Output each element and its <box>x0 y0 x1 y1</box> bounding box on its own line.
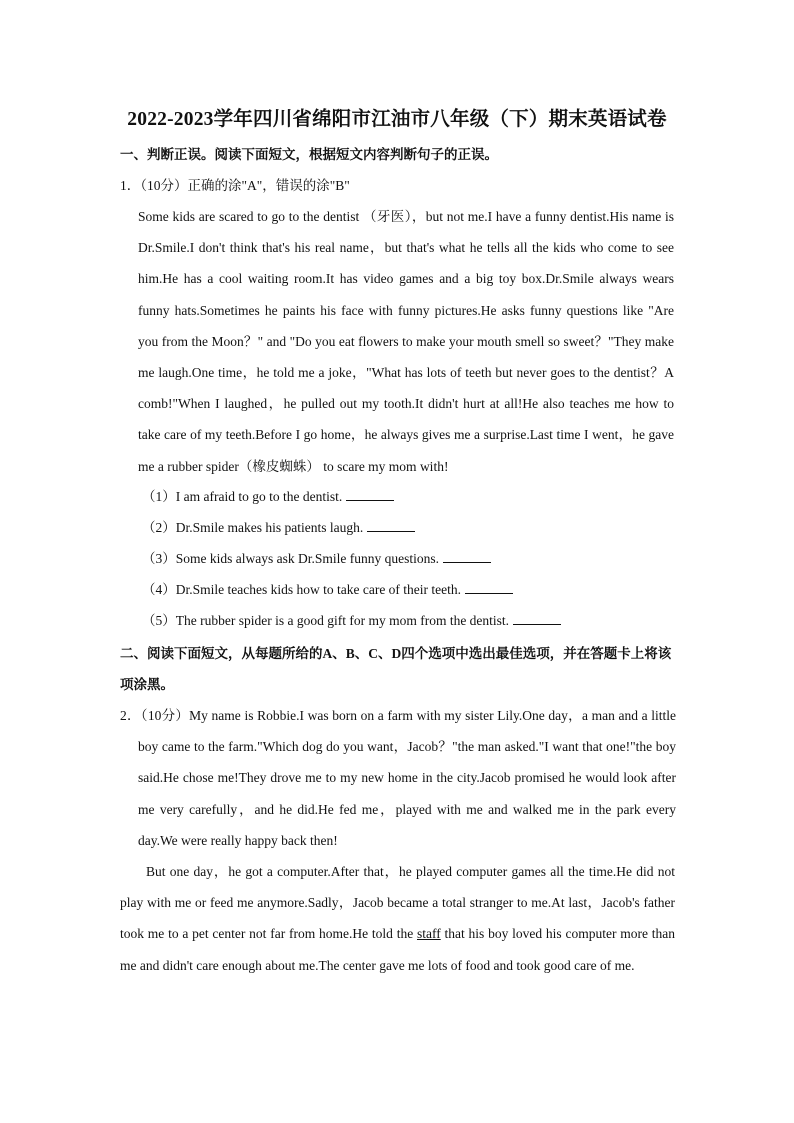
answer-blank[interactable] <box>513 612 561 625</box>
question1-passage: Some kids are scared to go to the dentist （牙医），but not me.I have a funny dentist.His name is Dr.Smile.I don't think that's his real name，but that's what he tells all the kids who come to see him.He has a cool waiting room.It has video games and a big toy box.Dr.Smile always wears funny hats.Sometimes he paints his face with funny pictures.He asks funny questions like "Are you from the Moon？" and "Do you eat flowers to make your mouth smell so sweet？"They make me laugh.One time，he told me a joke，"What has lots of teeth but never goes to the dentist？A comb!"When I laughed，he pulled out my tooth.It didn't hurt at all!He also teaches me how to take care of my teeth.Before I go home，he always gives me a surprise.Last time I went，he gave me a rubber spider（橡皮蜘蛛） to scare my mom with! <box>138 209 674 474</box>
section1-heading: 一、判断正误。阅读下面短文，根据短文内容判断句子的正误。 <box>120 147 498 162</box>
statement-4 <box>142 580 513 600</box>
answer-blank[interactable] <box>443 550 491 563</box>
statement-2 <box>142 518 415 538</box>
section2-heading: 二、阅读下面短文，从每题所给的A、B、C、D四个选项中选出最佳选项，并在答题卡上将该项涂黑。 <box>120 646 672 692</box>
answer-blank[interactable] <box>465 581 513 594</box>
statement-text: （2）Dr.Smile makes his patients laugh. <box>142 520 364 535</box>
answer-blank[interactable] <box>367 519 415 532</box>
question2-header: 2．（10分） <box>120 708 190 723</box>
question1-header: 1．（10分）正确的涂"A"，错误的涂"B" <box>120 178 350 193</box>
statement-3 <box>142 549 491 569</box>
statement-text: （4）Dr.Smile teaches kids how to take care of their teeth. <box>142 582 462 597</box>
statement-text: （5）The rubber spider is a good gift for my mom from the dentist. <box>142 613 510 628</box>
underlined-word: staff <box>416 926 441 942</box>
statement-1 <box>142 487 394 507</box>
statement-5 <box>142 611 561 631</box>
statement-text: （1）I am afraid to go to the dentist. <box>142 489 343 504</box>
question2-passage-intro: My name is Robbie.I was born on a farm with my sister Lily.One day，a man and a little boy came to the farm."Which dog do you want，Jacob？"the man asked."I want that one!"the boy said.He chose me!They drove me to my new home in the city.Jacob promised he would look after me very carefully，and he did.He fed me，played with me and walked me in the park every day.We were really happy back then! <box>138 708 677 848</box>
statement-text: （3）Some kids always ask Dr.Smile funny questions. <box>142 551 439 566</box>
answer-blank[interactable] <box>346 488 394 501</box>
question2-block <box>120 700 676 856</box>
page-title: 2022-2023学年四川省绵阳市江油市八年级（下）期末英语试卷 <box>127 109 667 130</box>
question2-passage-2 <box>120 856 675 981</box>
passage2-after: that his boy loved his computer more than me and didn't care enough about me.The center gave me lots of food and took good care of me. <box>120 926 675 973</box>
passage2-before: But one day，he got a computer.After that，he played computer games all the time.He did not play with me or feed me anymore.Sadly，Jacob became a total stranger to me.At last，Jacob's father took me to a pet center not far from home.He told the <box>120 864 675 942</box>
